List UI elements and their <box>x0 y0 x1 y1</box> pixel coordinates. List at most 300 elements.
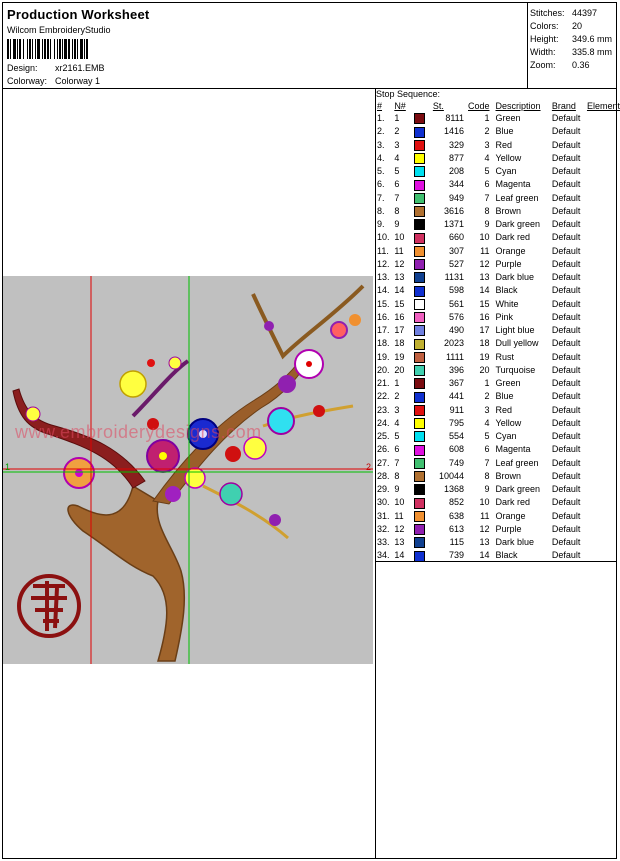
axis-marker-2: 2 <box>366 462 372 472</box>
table-row <box>375 549 620 562</box>
row-swatch <box>408 457 433 470</box>
row-swatch <box>408 496 433 509</box>
row-brand: Default <box>551 272 581 283</box>
row-code: 12 <box>479 523 490 534</box>
table-row <box>375 271 620 284</box>
row-swatch <box>408 470 433 483</box>
blossom-cluster <box>26 314 361 526</box>
col-description: Description <box>495 101 541 111</box>
row-needle: 14 <box>394 550 405 561</box>
row-stitches: 329 <box>448 139 464 150</box>
row-code: 5 <box>484 431 490 442</box>
row-description: Leaf green <box>495 192 539 203</box>
row-element <box>587 404 620 417</box>
row-description: Dark green <box>495 219 541 230</box>
row-index: 28. <box>377 470 390 481</box>
row-description: Red <box>495 404 513 415</box>
design-value: xr2161.EMB <box>55 63 105 73</box>
stat-stitches: Stitches: 44397 <box>530 8 598 18</box>
row-code: 4 <box>484 152 490 163</box>
color-swatch <box>414 246 425 257</box>
row-element <box>587 152 620 165</box>
row-element <box>587 271 620 284</box>
row-brand: Default <box>551 537 581 548</box>
table-row <box>375 377 620 390</box>
row-swatch <box>408 510 433 523</box>
row-stitches: 949 <box>448 192 464 203</box>
row-description: Purple <box>495 258 522 269</box>
row-brand: Default <box>551 497 581 508</box>
software-name: Wilcom EmbroideryStudio <box>7 25 111 35</box>
row-description: Purple <box>495 523 522 534</box>
row-swatch <box>408 178 433 191</box>
row-needle: 6 <box>394 179 400 190</box>
row-needle: 16 <box>394 311 405 322</box>
row-needle: 10 <box>394 232 405 243</box>
row-index: 4. <box>377 152 385 163</box>
row-element <box>587 258 620 271</box>
row-stitches: 739 <box>448 550 464 561</box>
color-swatch <box>414 498 425 509</box>
row-brand: Default <box>551 219 581 230</box>
table-row <box>375 324 620 337</box>
row-stitches: 576 <box>448 311 464 322</box>
header-rule <box>3 88 616 89</box>
color-swatch <box>414 140 425 151</box>
row-description: Dull yellow <box>495 338 539 349</box>
row-code: 9 <box>484 219 490 230</box>
table-row <box>375 457 620 470</box>
row-description: Green <box>495 113 521 124</box>
table-row <box>375 165 620 178</box>
row-brand: Default <box>551 325 581 336</box>
row-element <box>587 496 620 509</box>
table-row <box>375 284 620 297</box>
color-swatch <box>414 365 425 376</box>
row-swatch <box>408 258 433 271</box>
row-stitches: 852 <box>448 497 464 508</box>
row-code: 1 <box>484 378 490 389</box>
table-header-row <box>375 100 620 112</box>
table-row <box>375 311 620 324</box>
color-swatch <box>414 206 425 217</box>
row-index: 34. <box>377 550 390 561</box>
row-description: Yellow <box>495 417 522 428</box>
row-swatch <box>408 351 433 364</box>
row-code: 9 <box>484 484 490 495</box>
upper-twig <box>253 286 363 356</box>
row-code: 11 <box>480 245 490 256</box>
row-needle: 7 <box>394 192 400 203</box>
row-index: 23. <box>377 404 390 415</box>
table-row <box>375 496 620 509</box>
row-swatch <box>408 377 433 390</box>
row-description: Cyan <box>495 431 517 442</box>
row-element <box>587 549 620 562</box>
row-code: 10 <box>479 497 490 508</box>
row-needle: 11 <box>394 510 404 521</box>
col-brand: Brand <box>551 101 576 111</box>
row-brand: Default <box>551 113 581 124</box>
row-swatch <box>408 284 433 297</box>
row-brand: Default <box>551 179 581 190</box>
row-element <box>587 192 620 205</box>
table-row <box>375 417 620 430</box>
row-stitches: 115 <box>449 537 464 548</box>
row-description: Dark blue <box>495 272 535 283</box>
design-label: Design: <box>7 63 38 73</box>
color-swatch <box>414 153 425 164</box>
row-swatch <box>408 430 433 443</box>
row-description: Pink <box>495 311 514 322</box>
color-swatch <box>414 233 425 244</box>
row-description: Brown <box>495 470 522 481</box>
row-swatch <box>408 125 433 138</box>
table-row <box>375 258 620 271</box>
row-description: Orange <box>495 245 526 256</box>
header-divider <box>527 3 528 88</box>
row-swatch <box>408 417 433 430</box>
row-needle: 3 <box>394 404 400 415</box>
row-element <box>587 443 620 456</box>
row-stitches: 795 <box>448 417 464 428</box>
row-brand: Default <box>551 510 581 521</box>
table-row <box>375 523 620 536</box>
row-swatch <box>408 245 433 258</box>
row-brand: Default <box>551 457 581 468</box>
row-needle: 10 <box>394 497 405 508</box>
row-brand: Default <box>551 364 581 375</box>
row-code: 8 <box>484 470 490 481</box>
row-swatch <box>408 218 433 231</box>
row-swatch <box>408 192 433 205</box>
design-preview <box>3 276 373 664</box>
row-brand: Default <box>551 404 581 415</box>
row-index: 15. <box>377 298 390 309</box>
row-stitches: 2023 <box>443 338 464 349</box>
row-stitches: 1371 <box>443 219 464 230</box>
row-description: Dark red <box>495 232 531 243</box>
row-needle: 3 <box>394 139 400 150</box>
row-index: 22. <box>377 391 390 402</box>
row-description: Turquoise <box>495 364 536 375</box>
row-swatch <box>408 298 433 311</box>
row-code: 6 <box>484 179 490 190</box>
row-description: Orange <box>495 510 526 521</box>
row-element <box>587 470 620 483</box>
row-element <box>587 510 620 523</box>
row-description: Rust <box>495 351 515 362</box>
row-needle: 15 <box>394 298 405 309</box>
row-swatch <box>408 549 433 562</box>
row-index: 3. <box>377 139 385 150</box>
row-stitches: 490 <box>448 325 464 336</box>
row-code: 7 <box>484 192 490 203</box>
row-description: Leaf green <box>495 457 539 468</box>
row-needle: 17 <box>394 325 405 336</box>
row-code: 6 <box>484 444 490 455</box>
color-swatch <box>414 418 425 429</box>
colorway-label: Colorway: <box>7 76 48 86</box>
row-code: 7 <box>484 457 490 468</box>
row-stitches: 1111 <box>445 351 464 362</box>
row-stitches: 598 <box>448 285 464 296</box>
table-row <box>375 231 620 244</box>
axis-marker-1: 1 <box>5 462 11 472</box>
color-swatch <box>414 312 425 323</box>
row-code: 8 <box>484 205 490 216</box>
color-swatch <box>414 180 425 191</box>
row-code: 16 <box>479 311 490 322</box>
row-description: Cyan <box>495 166 517 177</box>
row-swatch <box>408 231 433 244</box>
row-needle: 9 <box>394 484 400 495</box>
row-needle: 12 <box>394 523 405 534</box>
row-index: 13. <box>377 272 390 283</box>
table-row <box>375 178 620 191</box>
row-element <box>587 536 620 549</box>
row-brand: Default <box>551 298 581 309</box>
row-needle: 6 <box>394 444 400 455</box>
row-index: 5. <box>377 166 385 177</box>
row-needle: 9 <box>394 219 400 230</box>
row-stitches: 307 <box>448 245 464 256</box>
col-code: Code <box>468 101 490 111</box>
row-stitches: 527 <box>448 258 464 269</box>
row-description: Dark red <box>495 497 531 508</box>
col-element: Element <box>586 101 620 111</box>
row-swatch <box>408 152 433 165</box>
color-swatch <box>414 352 425 363</box>
row-description: White <box>495 298 519 309</box>
table-row <box>375 205 620 218</box>
table-row <box>375 430 620 443</box>
row-stitches: 1131 <box>444 272 464 283</box>
stop-sequence-table <box>375 100 620 563</box>
row-code: 18 <box>479 338 490 349</box>
row-code: 20 <box>479 364 490 375</box>
color-swatch <box>414 405 425 416</box>
row-brand: Default <box>551 232 581 243</box>
row-element <box>587 337 620 350</box>
color-swatch <box>414 511 425 522</box>
color-swatch <box>414 193 425 204</box>
row-brand: Default <box>551 523 581 534</box>
row-stitches: 638 <box>448 510 464 521</box>
row-description: Brown <box>495 205 522 216</box>
row-stitches: 1416 <box>443 126 464 137</box>
row-index: 25. <box>377 431 390 442</box>
col-stitches: St. <box>432 101 444 111</box>
row-needle: 8 <box>394 470 400 481</box>
row-brand: Default <box>551 391 581 402</box>
row-element <box>587 205 620 218</box>
row-description: Blue <box>495 391 514 402</box>
row-code: 13 <box>479 537 490 548</box>
row-needle: 1 <box>394 378 400 389</box>
row-index: 26. <box>377 444 390 455</box>
row-description: Dark blue <box>495 537 535 548</box>
color-swatch <box>414 166 425 177</box>
table-row <box>375 404 620 417</box>
row-brand: Default <box>551 205 581 216</box>
row-swatch <box>408 364 433 377</box>
row-stitches: 608 <box>448 444 464 455</box>
table-row <box>375 245 620 258</box>
row-swatch <box>408 271 433 284</box>
stop-sequence-heading: Stop Sequence: <box>376 89 441 99</box>
row-stitches: 10044 <box>438 470 464 481</box>
color-swatch <box>414 113 425 124</box>
row-element <box>587 245 620 258</box>
row-brand: Default <box>551 484 581 495</box>
row-stitches: 561 <box>448 298 464 309</box>
col-index: # <box>377 101 383 111</box>
row-code: 2 <box>484 126 490 137</box>
row-code: 14 <box>479 550 490 561</box>
color-swatch <box>414 272 425 283</box>
row-element <box>587 231 620 244</box>
color-swatch <box>414 325 425 336</box>
row-swatch <box>408 112 433 125</box>
row-index: 1. <box>377 113 385 124</box>
row-element <box>587 139 620 152</box>
row-index: 29. <box>377 484 390 495</box>
row-index: 7. <box>377 192 385 203</box>
table-row <box>375 218 620 231</box>
row-description: Green <box>495 378 521 389</box>
row-needle: 20 <box>394 364 405 375</box>
row-code: 19 <box>479 351 490 362</box>
row-brand: Default <box>551 550 581 561</box>
row-stitches: 208 <box>448 166 464 177</box>
row-brand: Default <box>551 378 581 389</box>
row-swatch <box>408 443 433 456</box>
col-swatch <box>408 100 433 112</box>
table-row <box>375 443 620 456</box>
row-brand: Default <box>551 417 581 428</box>
row-needle: 8 <box>394 205 400 216</box>
row-index: 18. <box>377 338 390 349</box>
row-element <box>587 125 620 138</box>
row-needle: 2 <box>394 126 400 137</box>
stat-width: Width: 335.8 mm <box>530 47 613 57</box>
color-swatch <box>414 392 425 403</box>
row-swatch <box>408 139 433 152</box>
row-needle: 4 <box>394 417 400 428</box>
row-index: 27. <box>377 457 390 468</box>
row-needle: 18 <box>394 338 405 349</box>
row-needle: 13 <box>394 272 405 283</box>
row-index: 17. <box>377 325 390 336</box>
color-swatch <box>414 471 425 482</box>
row-code: 14 <box>479 285 490 296</box>
row-code: 15 <box>479 298 490 309</box>
row-index: 33. <box>377 537 390 548</box>
row-index: 21. <box>377 378 390 389</box>
row-stitches: 441 <box>448 391 464 402</box>
row-brand: Default <box>551 126 581 137</box>
table-row <box>375 298 620 311</box>
row-index: 8. <box>377 205 385 216</box>
row-description: Light blue <box>495 325 535 336</box>
row-swatch <box>408 390 433 403</box>
row-stitches: 877 <box>448 152 464 163</box>
table-row <box>375 483 620 496</box>
color-swatch <box>414 431 425 442</box>
row-swatch <box>408 311 433 324</box>
row-element <box>587 284 620 297</box>
row-needle: 11 <box>394 245 404 256</box>
row-index: 2. <box>377 126 385 137</box>
table-row <box>375 337 620 350</box>
table-row <box>375 364 620 377</box>
row-stitches: 554 <box>448 431 464 442</box>
color-swatch <box>414 537 425 548</box>
color-swatch <box>414 445 425 456</box>
row-code: 13 <box>479 272 490 283</box>
row-description: Red <box>495 139 513 150</box>
row-element <box>587 351 620 364</box>
color-swatch <box>414 286 425 297</box>
row-stitches: 344 <box>448 179 464 190</box>
row-code: 11 <box>480 510 490 521</box>
barcode-icon <box>7 39 147 59</box>
color-swatch <box>414 524 425 535</box>
row-swatch <box>408 483 433 496</box>
row-description: Dark green <box>495 484 541 495</box>
color-swatch <box>414 219 425 230</box>
color-swatch <box>414 299 425 310</box>
table-row <box>375 192 620 205</box>
row-description: Yellow <box>495 152 522 163</box>
design-row <box>7 63 105 73</box>
table-row <box>375 125 620 138</box>
row-element <box>587 390 620 403</box>
col-needle: N# <box>394 101 406 111</box>
row-stitches: 911 <box>449 404 464 415</box>
row-index: 14. <box>377 285 390 296</box>
row-swatch <box>408 205 433 218</box>
row-element <box>587 298 620 311</box>
row-index: 24. <box>377 417 390 428</box>
row-element <box>587 178 620 191</box>
row-stitches: 1368 <box>443 484 464 495</box>
row-description: Blue <box>495 126 514 137</box>
row-index: 6. <box>377 179 385 190</box>
stat-height: Height: 349.6 mm <box>530 34 613 44</box>
tree-trunk <box>68 486 184 661</box>
table-row <box>375 390 620 403</box>
row-index: 30. <box>377 497 390 508</box>
row-element <box>587 457 620 470</box>
right-twig <box>203 486 288 538</box>
stop-sequence-body <box>375 112 620 563</box>
row-brand: Default <box>551 166 581 177</box>
color-swatch <box>414 551 425 562</box>
colorway-row <box>7 76 100 86</box>
colorway-value: Colorway 1 <box>55 76 101 86</box>
row-code: 4 <box>484 417 490 428</box>
row-index: 19. <box>377 351 390 362</box>
table-row <box>375 152 620 165</box>
row-needle: 19 <box>394 351 405 362</box>
row-index: 31. <box>377 510 390 521</box>
row-stitches: 367 <box>448 378 464 389</box>
row-element <box>587 377 620 390</box>
table-row <box>375 536 620 549</box>
row-brand: Default <box>551 245 581 256</box>
